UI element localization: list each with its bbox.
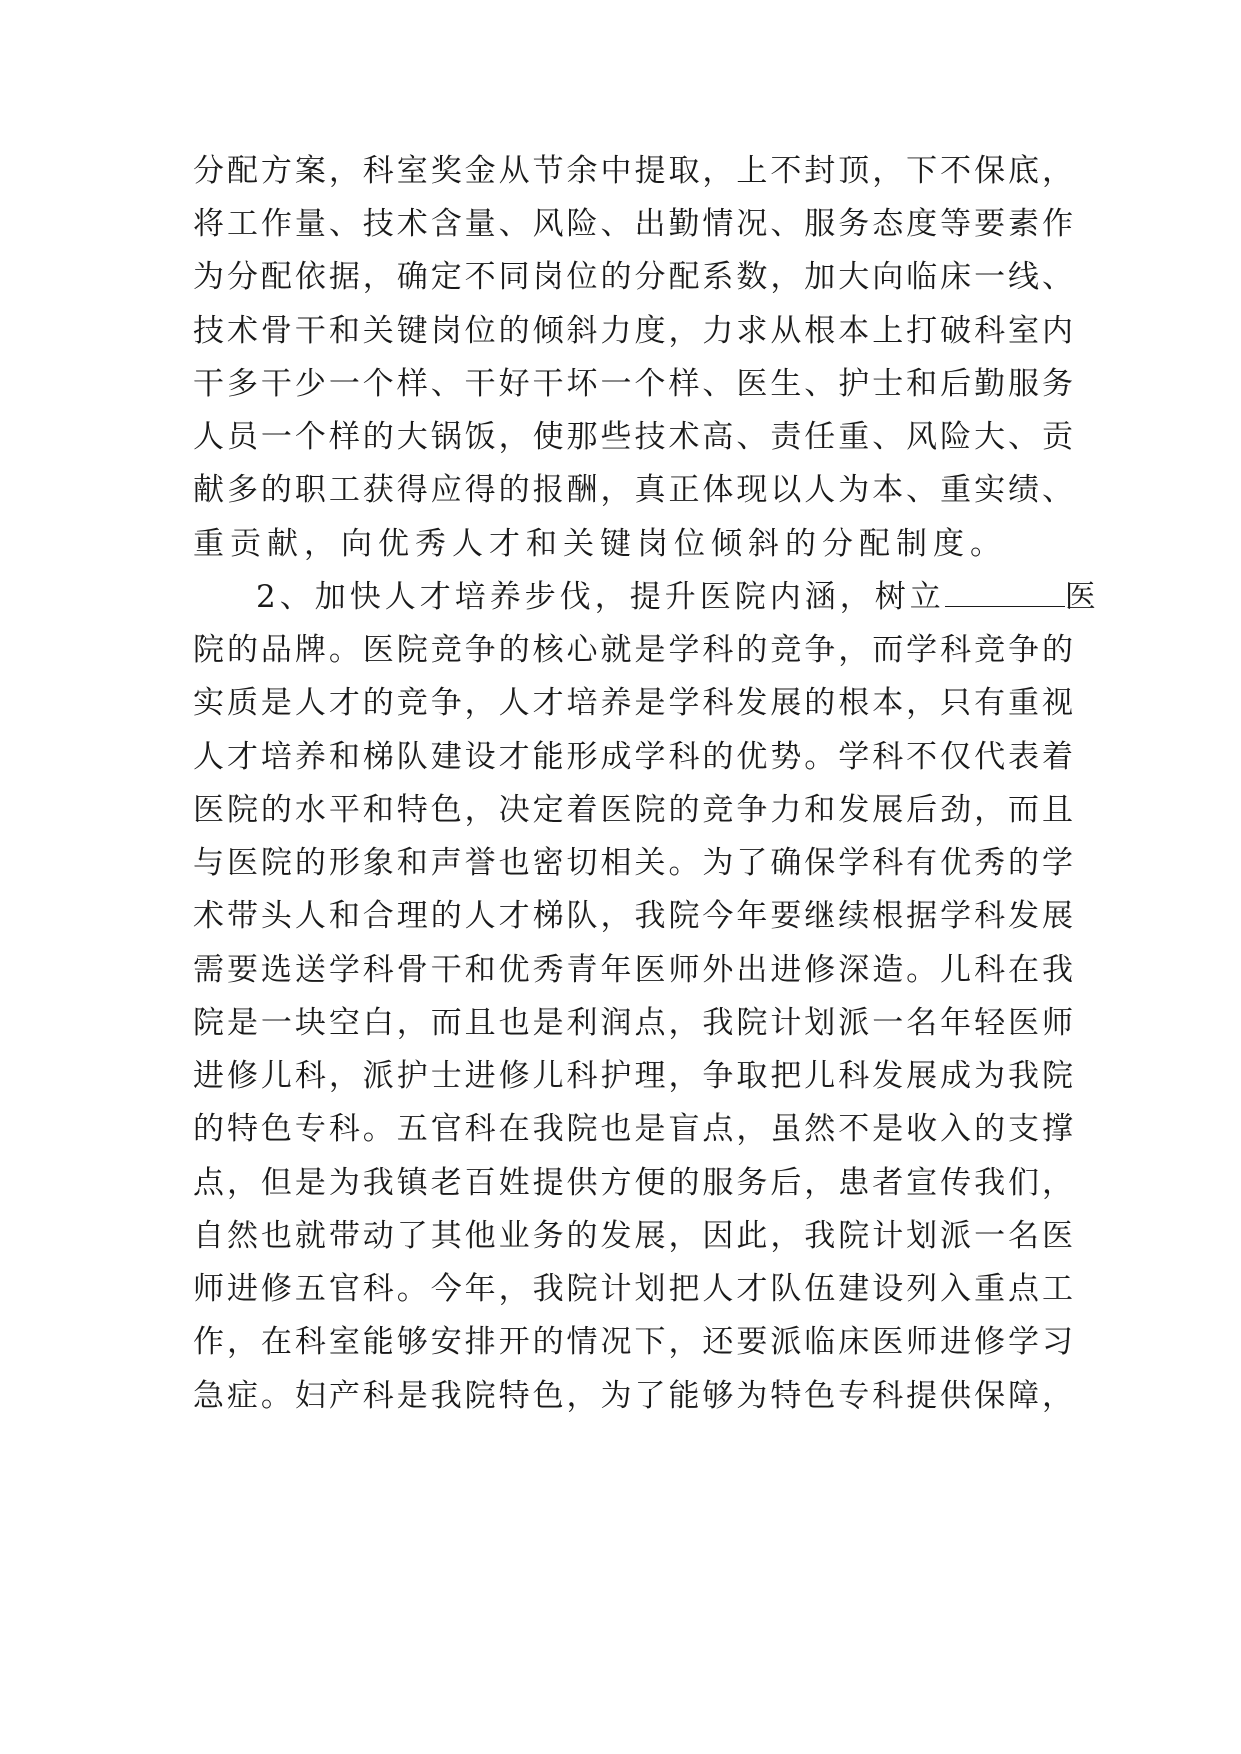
- text-line-10: 院的品牌。医院竞争的核心就是学科的竞争，而学科竞争的: [193, 632, 1073, 668]
- text-line-6: 人员一个样的大锅饭，使那些技术高、责任重、风险大、贡: [193, 419, 1073, 455]
- text-line-12: 人才培养和梯队建设才能形成学科的优势。学科不仅代表着: [193, 739, 1073, 775]
- text-line-4: 技术骨干和关键岗位的倾斜力度，力求从根本上打破科室内: [193, 313, 1073, 349]
- text-line-8: 重贡献，向优秀人才和关键岗位倾斜的分配制度。: [193, 526, 1007, 562]
- paragraph-2-lead-tail: 医: [1064, 579, 1096, 615]
- text-line-22: 师进修五官科。今年，我院计划把人才队伍建设列入重点工: [193, 1271, 1073, 1307]
- text-line-11: 实质是人才的竞争，人才培养是学科发展的根本，只有重视: [193, 685, 1073, 721]
- text-line-20: 点，但是为我镇老百姓提供方便的服务后，患者宣传我们，: [193, 1165, 1073, 1201]
- text-line-18: 进修儿科，派护士进修儿科护理，争取把儿科发展成为我院: [193, 1058, 1073, 1094]
- text-line-13: 医院的水平和特色，决定着医院的竞争力和发展后劲，而且: [193, 792, 1073, 828]
- text-line-5: 干多干少一个样、干好干坏一个样、医生、护士和后勤服务: [193, 366, 1073, 402]
- blank-underline: [945, 576, 1065, 607]
- text-line-24: 急症。妇产科是我院特色，为了能够为特色专科提供保障，: [193, 1378, 1073, 1414]
- text-line-2: 将工作量、技术含量、风险、出勤情况、服务态度等要素作: [193, 206, 1073, 242]
- text-line-7: 献多的职工获得应得的报酬，真正体现以人为本、重实绩、: [193, 472, 1073, 508]
- text-line-17: 院是一块空白，而且也是利润点，我院计划派一名年轻医师: [193, 1005, 1073, 1041]
- text-line-1: 分配方案，科室奖金从节余中提取，上不封顶，下不保底，: [193, 153, 1073, 189]
- text-line-19: 的特色专科。五官科在我院也是盲点，虽然不是收入的支撑: [193, 1111, 1073, 1147]
- text-line-3: 为分配依据，确定不同岗位的分配系数，加大向临床一线、: [193, 259, 1073, 295]
- paragraph-2-lead-text: 2、加快人才培养步伐，提升医院内涵，树立: [256, 579, 945, 615]
- text-line-21: 自然也就带动了其他业务的发展，因此，我院计划派一名医: [193, 1218, 1073, 1254]
- text-line-16: 需要选送学科骨干和优秀青年医师外出进修深造。儿科在我: [193, 952, 1073, 988]
- text-line-14: 与医院的形象和声誉也密切相关。为了确保学科有优秀的学: [193, 845, 1073, 881]
- text-line-23: 作，在科室能够安排开的情况下，还要派临床医师进修学习: [193, 1324, 1073, 1360]
- text-line-15: 术带头人和合理的人才梯队，我院今年要继续根据学科发展: [193, 898, 1073, 934]
- paragraph-2-first-line: [256, 567, 1096, 627]
